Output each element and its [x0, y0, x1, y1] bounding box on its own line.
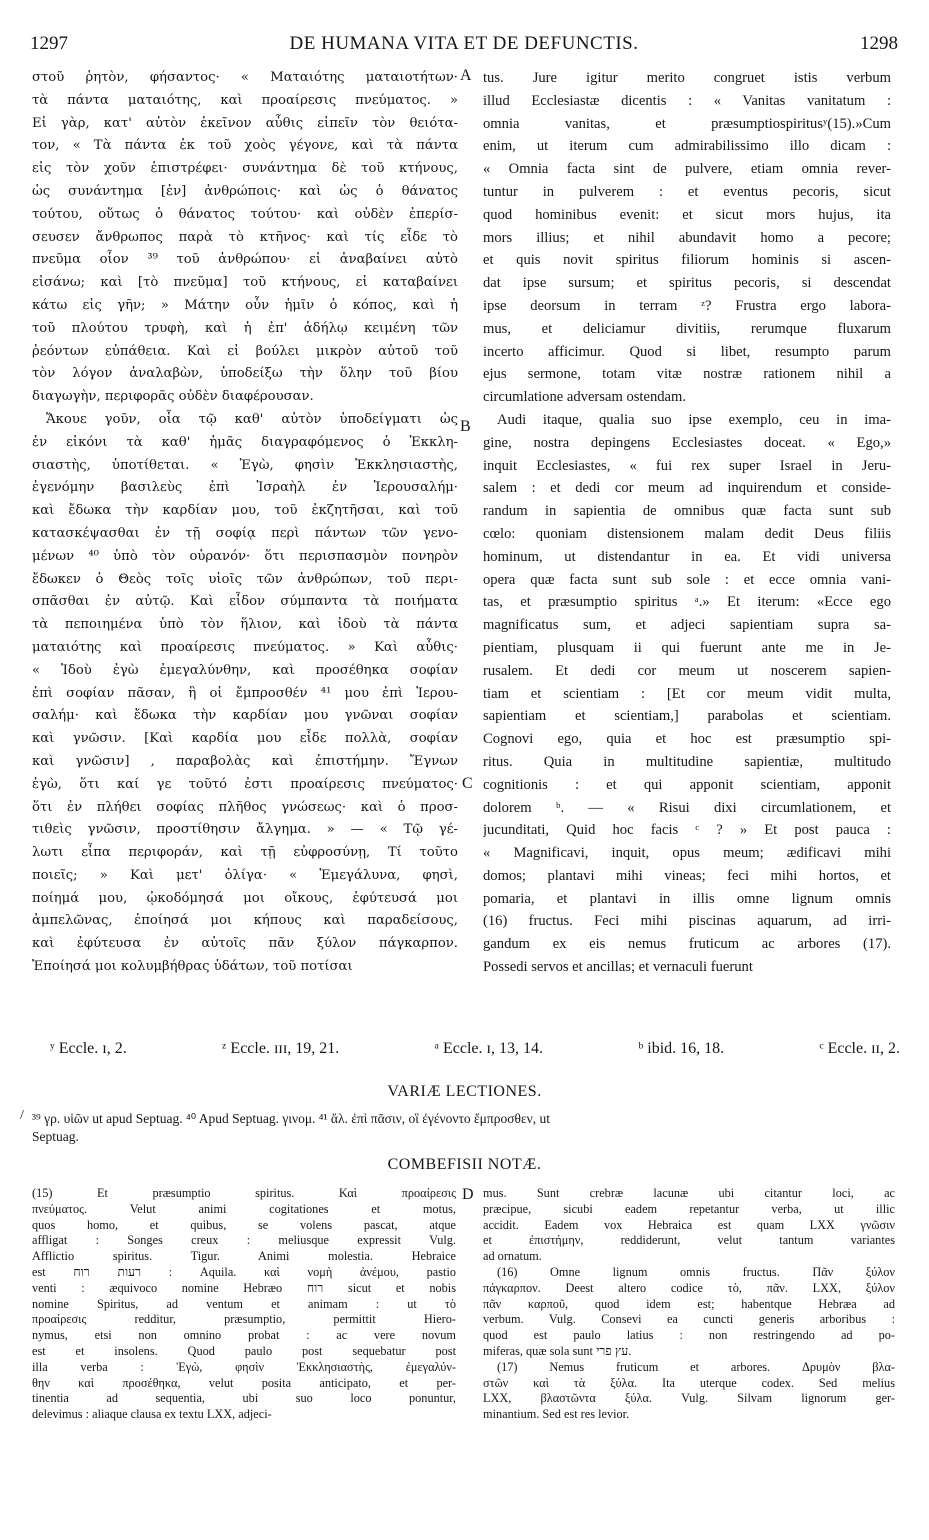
text-line: λωτι εἶπα περιφοράν, καὶ τῇ εὐφροσύνῃ, Τί τοῦτο	[32, 845, 458, 861]
text-line: ποιεῖς; » Καὶ μετ' ὀλίγα· « Ἐμεγάλυνα, φησὶ,	[32, 867, 458, 883]
text-line: quod est paulo latius : non restringendo ad po-	[483, 1328, 895, 1343]
text-line: καὶ γνῶσιν] , παραβολὰς καὶ ἐπιστήμην. Ἔγνων	[32, 753, 458, 769]
scripture-ref: ᶜ Eccle. ɪɪ, 2.	[819, 1040, 900, 1057]
notes-left-column	[32, 1186, 456, 1423]
text-line: sapientiam et scientiam,] parabolas et scientiam.	[483, 708, 891, 725]
page-number-right: 1298	[860, 33, 898, 54]
text-line: tiam et scientiam : [Et cor meum vidit multa,	[483, 685, 891, 702]
text-line: σπᾶσθαι ἐν αὐτῷ. Καὶ εἶδον σύμπαντα τὰ ποιήματα	[32, 594, 458, 610]
latin-text-column	[483, 67, 891, 979]
text-line: πᾶν καρποῦ, quod idem est; habentque Hebræa ad	[483, 1296, 895, 1311]
page-number-left: 1297	[30, 33, 68, 54]
margin-marker-b: B	[460, 418, 471, 435]
scripture-references	[50, 1040, 900, 1058]
text-line: tas, et præsumptio spiritus ᵃ.» Et iterum: «Ecce ego	[483, 594, 891, 611]
text-line: domos; plantavi mihi vineas; feci mihi hortos, et	[483, 867, 891, 884]
text-line: dolorem ᵇ. — « Risui dixi circumlationem, et	[483, 799, 891, 816]
text-line: Εἰ γὰρ, κατ' αὐτὸν ἐκεῖνον αὖθις εἰπεῖν τὸν θειότα-	[32, 115, 458, 131]
text-line: (15) Et præsumptio spiritus. Καὶ προαίρεσις	[32, 1186, 456, 1200]
text-line: magnificatus sum, et adjeci sapientiam supra sa-	[483, 617, 891, 634]
scripture-ref: ʸ Eccle. ɪ, 2.	[50, 1040, 127, 1057]
text-line: ejus sermone, totam vitæ nostræ rationem nihil a	[483, 366, 891, 383]
text-line: illa verba : Ἐγὼ, φησὶν Ἐκκλησιαστὴς, ἐμεγαλύν-	[32, 1359, 456, 1374]
text-line: ὅτι ἐν πλήθει σοφίας πλῆθος γνώσεως· καὶ ὁ προσ-	[32, 799, 458, 815]
text-line: minantium. Sed est res levior.	[483, 1407, 630, 1422]
text-line: verbum. Vulg. Consevi ea cuncti generis arboribus :	[483, 1312, 895, 1327]
text-line: ἔδωκεν ὁ Θεὸς τοῖς υἱοῖς τῶν ἀνθρώπων, τοῦ περι-	[32, 571, 458, 587]
text-line: τον, « Τὰ πάντα ἐκ τοῦ χοὸς γέγονε, καὶ τὰ πάντα	[32, 138, 458, 154]
text-line: εἰς τὸν χοῦν ἐπιστρέφει· συνάντημα δὲ τοῦ κτήνους,	[32, 161, 458, 177]
margin-rule-mark: /	[20, 1108, 24, 1123]
text-line: et ἐπιστήμην, reddiderunt, velut tantum variantes	[483, 1233, 895, 1248]
text-line: est et insolens. Quod paulo post sequebatur post	[32, 1343, 456, 1358]
text-line: ³⁹ γρ. υἱῶν ut apud Septuag. ⁴⁰ Apud Septuag. γινομ. ⁴¹ ἄλ. ἐπὶ πᾶσιν, οἳ ἐγένοντο ἔμπροσθεν, ut	[32, 1111, 550, 1126]
text-line: randum in sapientia de omnibus quæ facta sunt sub	[483, 503, 891, 520]
text-line: miferas, quæ sola sunt עץ פרי.	[483, 1343, 632, 1358]
text-line: ῥεόντων εὐπάθεια. Καὶ εἰ βούλει μικρὸν αὐτοῦ τοῦ	[32, 343, 458, 359]
text-line: καὶ ἐφύτευσα ἐν αὐτοῖς πᾶν ξύλον πάγκαρπον.	[32, 936, 458, 952]
text-line: (16) fructus. Feci mihi piscinas aquarum, ad irri-	[483, 913, 891, 930]
text-line: καὶ ἔδωκα τὴν καρδίαν μου, τοῦ ἐκζητῆσαι, καὶ τοῦ	[32, 503, 458, 519]
text-line: Septuag.	[32, 1129, 79, 1144]
scripture-ref: ᶻ Eccle. ɪɪɪ, 19, 21.	[222, 1040, 340, 1057]
margin-marker-c: C	[462, 775, 473, 792]
text-line: et quis novit spiritus filiorum hominis si ascen-	[483, 252, 891, 269]
text-line: θην καὶ προσέθηκα, velut posita anticipato, et per-	[32, 1375, 456, 1390]
text-line: καὶ γνῶσιν. [Καὶ καρδία μου εἶδε πολλὰ, σοφίαν	[32, 731, 458, 747]
text-line: τὰ πεποιημένα ὑπὸ τὸν ἥλιον, καὶ ἰδοὺ τὰ πάντα	[32, 617, 458, 633]
text-line: mors illius; et nihil abundavit homo a pecore;	[483, 229, 891, 246]
margin-marker-d: D	[462, 1186, 474, 1203]
text-line: ἐν εἰκόνι τὰ καθ' ἡμᾶς διαγραφόμενος ὁ Ἐκκλη-	[32, 434, 458, 450]
text-line: Ἄκουε γοῦν, οἷα τῷ καθ' αὐτὸν ὑποδείγματι ὡς	[46, 411, 458, 427]
text-line: inquit Ecclesiastes, « fui rex super Israel in Jeru-	[483, 457, 891, 474]
text-line: cœlo: quoniam distensionem malam dedit Deus filiis	[483, 525, 891, 542]
text-line: ipse deorsum in terram ᶻ? Frustra ergo labora-	[483, 297, 891, 314]
text-line: εἰσάνω; καὶ [τὸ πνεῦμα] τοῦ κτήνους, εἰ καταβαίνει	[32, 275, 458, 291]
greek-text-column	[32, 67, 458, 979]
text-line: jucunditati, Quid hoc facis ᶜ ? » Et post pauca :	[483, 822, 891, 839]
text-line: circumlatione adversam ostendam.	[483, 389, 687, 406]
text-line: πνεύματος. Velut animi cogitationes et motus,	[32, 1201, 456, 1216]
text-line: μένων ⁴⁰ ὑπὸ τὸν οὐρανόν· ὅτι περισπασμὸν πονηρὸν	[32, 548, 458, 564]
text-line: tinentia ad sequentia, ubi suo loco ponuntur,	[32, 1391, 456, 1406]
text-line: ἐγενόμην βασιλεὺς ἐπὶ Ἰσραὴλ ἐν Ἱερουσαλήμ·	[32, 480, 458, 496]
text-line: πάγκαρπον. Deest altero codice τὸ, πᾶν. LXX, ξύλον	[483, 1280, 895, 1295]
text-line: πνεῦμα οἷον ³⁹ τοῦ ἀνθρώπου· εἰ ἀναβαίνει αὐτὸ	[32, 252, 458, 268]
text-line: pientiam, plusquam ii qui fuerunt ante me in Je-	[483, 639, 891, 656]
text-line: accidit. Eadem vox Hebraica est quam LXX γνῶσιν	[483, 1217, 895, 1232]
text-line: τούτου, οὕτως ὁ θάνατος τούτου· καὶ οὐδὲν ἐπερίσ-	[32, 206, 458, 222]
text-line: Audi itaque, qualia suo ipse exemplo, ceu in ima-	[497, 411, 891, 428]
text-line: ἐπὶ σοφίαν πᾶσαν, ἣ οἱ ἔμπροσθέν ⁴¹ μου ἐπὶ Ἱερου-	[32, 685, 458, 701]
text-line: ritus. Quia in multitudine sapientiæ, multitudo	[483, 753, 891, 770]
notes-right-column	[483, 1186, 895, 1423]
text-line: tus. Jure igitur merito congruet istis verbum	[483, 70, 891, 86]
text-line: pomaria, et plantavi in illis omne lignum omnis	[483, 890, 891, 907]
text-line: (17) Nemus fruticum et arbores. Δρυμὸν βλα-	[497, 1359, 895, 1374]
text-line: ad ornatum.	[483, 1249, 542, 1264]
text-line: dat ipse sursum; et spiritus pecoris, si descendat	[483, 275, 891, 292]
text-line: rusalem. Et dedi cor meum ut noscerem sapien-	[483, 662, 891, 679]
text-line: gine, nostra depingens Ecclesiastes doceat. « Ego,»	[483, 434, 891, 451]
text-line: nomine Spiritus, ad ventum et animam : ut τὸ	[32, 1296, 456, 1311]
text-line: venti : æquivoco nomine Hebræo רוח sicut et nobis	[32, 1280, 456, 1295]
text-line: « Ἰδοὺ ἐγὼ ἐμεγαλύνθην, καὶ προσέθηκα σοφίαν	[32, 662, 458, 678]
text-line: nymus, etsi non omnino probat : ac vere novum	[32, 1328, 456, 1343]
variae-lectiones	[32, 1110, 898, 1146]
text-line: cognitionis : et qui apponit scientiam, apponit	[483, 776, 891, 793]
text-line: Possedi servos et ancillas; et vernaculi fuerunt	[483, 959, 753, 976]
text-line: (16) Omne lignum omnis fructus. Πᾶν ξύλον	[497, 1264, 895, 1279]
text-line: gandum ex eis nemus fruticum ac arbores (17).	[483, 936, 891, 953]
text-line: τὸν λόγον ἀναλαβὼν, ὑποδείξω τὴν ὅλην τοῦ βίου	[32, 366, 458, 382]
text-line: incerto afficimur. Quod si libet, resumpto parum	[483, 343, 891, 360]
text-line: præcipue, sicubi eadem repetantur verba, ut illic	[483, 1201, 895, 1216]
running-title: DE HUMANA VITA ET DE DEFUNCTIS.	[289, 33, 639, 54]
text-line: στῶν καὶ τὰ ξύλα. Ita uterque codex. Sed melius	[483, 1375, 895, 1390]
text-line: enim, ut iterum cum admirabilissimo illo dicam :	[483, 138, 891, 155]
text-line: τοῦ πλούτου τρυφὴ, καὶ ἡ ἐπ' ἀδήλῳ κειμένη τῶν	[32, 320, 458, 336]
text-line: κάτω εἰς γῆν; » Μάτην οὖν ἡμῖν ὁ κόπος, καὶ ἡ	[32, 297, 458, 313]
text-line: omnia vanitas, et præsumptiospiritusʸ(15).»Cum	[483, 115, 891, 132]
text-line: ἐγὼ, ὅτι καί γε τοῦτό ἐστι προαίρεσις πνεύματος·	[32, 776, 458, 792]
text-line: Ἐποίησά μοι κολυμβήθρας ὑδάτων, τοῦ ποτίσαι	[32, 959, 353, 975]
text-line: hominum, ut distendantur in ea. Et vidi universa	[483, 548, 891, 565]
text-line: τὰ πάντα ματαιότης, καὶ προαίρεσις πνεύματος. »	[32, 92, 458, 108]
text-line: σιαστὴς, ὑποτίθεται. « Ἐγὼ, φησὶν Ἐκκλησιαστὴς,	[32, 457, 458, 473]
text-line: tuntur in pulverem : et eventus pecoris, sicut	[483, 183, 891, 200]
scripture-ref: ᵃ Eccle. ɪ, 13, 14.	[434, 1040, 543, 1057]
running-header	[30, 33, 898, 57]
scripture-ref: ᵇ ibid. 16, 18.	[638, 1040, 725, 1057]
variae-lectiones-title: VARIÆ LECTIONES.	[387, 1083, 542, 1100]
text-line: τιθεὶς γνῶσιν, προστίθησιν ἄλγημα. » — « Τῷ γέ-	[32, 822, 458, 838]
text-line: σευσεν ἄνθρωπος παρὰ τὸ κτῆνος· καὶ τίς εἶδε τὸ	[32, 229, 458, 245]
text-line: σαλήμ· καὶ ἔδωκα τὴν καρδίαν μου γνῶναι σοφίαν	[32, 708, 458, 724]
text-line: delevimus : aliaque clausa ex textu LXX, adjeci-	[32, 1407, 272, 1422]
text-line: LXX, βλαστῶντα ξύλα. Vulg. Silvam lignorum ger-	[483, 1391, 895, 1406]
text-line: ποίημά μου, ᾠκοδόμησά μοι οἴκους, ἐφύτευσά μοι	[32, 890, 458, 906]
notes-title: COMBEFISII NOTÆ.	[387, 1156, 542, 1173]
text-line: στοῦ ῥητὸν, φήσαντος· « Ματαιότης ματαιοτήτων·	[32, 70, 458, 85]
text-line: « Magnificavi, inquit, opus meum; ædificavi mihi	[483, 845, 891, 862]
text-line: κατασκέψασθαι ἐν τῇ σοφίᾳ περὶ πάντων τῶν γενο-	[32, 525, 458, 541]
text-line: est רעות רוח : Aquila. καὶ νομὴ ἀνέμου, pastio	[32, 1264, 456, 1279]
text-line: quos homo, et quibus, se volens pascat, atque	[32, 1217, 456, 1232]
text-line: opera quæ facta sunt sub sole : et ecce omnia vani-	[483, 571, 891, 588]
text-line: mus, et deliciamur divitiis, rerumque fluxarum	[483, 320, 891, 337]
text-line: διαγωγὴν, περιφορᾶς οὐδὲν διαφέρουσαν.	[32, 389, 314, 405]
text-line: ματαιότης καὶ προαίρεσις πνεύματος. » Καὶ αὖθις·	[32, 639, 458, 655]
text-line: illud Ecclesiastæ dicentis : « Vanitas vanitatum :	[483, 92, 891, 109]
text-line: προαίρεσις redditur, præsumptio, permittit Hiero-	[32, 1312, 456, 1327]
text-line: affligat : Songes creux : meliusque expressit Vulg.	[32, 1233, 456, 1248]
text-line: Afflictio spiritus. Tigur. Animi molestia. Hebraice	[32, 1249, 456, 1264]
text-line: ὡς συνάντημα [ἐν] ἀνθρώποις· καὶ ὡς ὁ θάνατος	[32, 183, 458, 199]
text-line: Cognovi ego, quia et hoc est præsumptio spi-	[483, 731, 891, 748]
text-line: mus. Sunt crebræ lacunæ ubi citantur loci, ac	[483, 1186, 895, 1200]
text-line: ἀμπελῶνας, ἐποίησά μοι κήπους καὶ παραδείσους,	[32, 913, 458, 929]
text-line: quod hominibus evenit: et sicut mors hujus, ita	[483, 206, 891, 223]
text-line: « Omnia facta sint de pulvere, etiam omnia rever-	[483, 161, 891, 178]
margin-marker-a: A	[460, 67, 472, 84]
text-line: salem : et dedi cor meum ad inquirendum et conside-	[483, 480, 891, 497]
